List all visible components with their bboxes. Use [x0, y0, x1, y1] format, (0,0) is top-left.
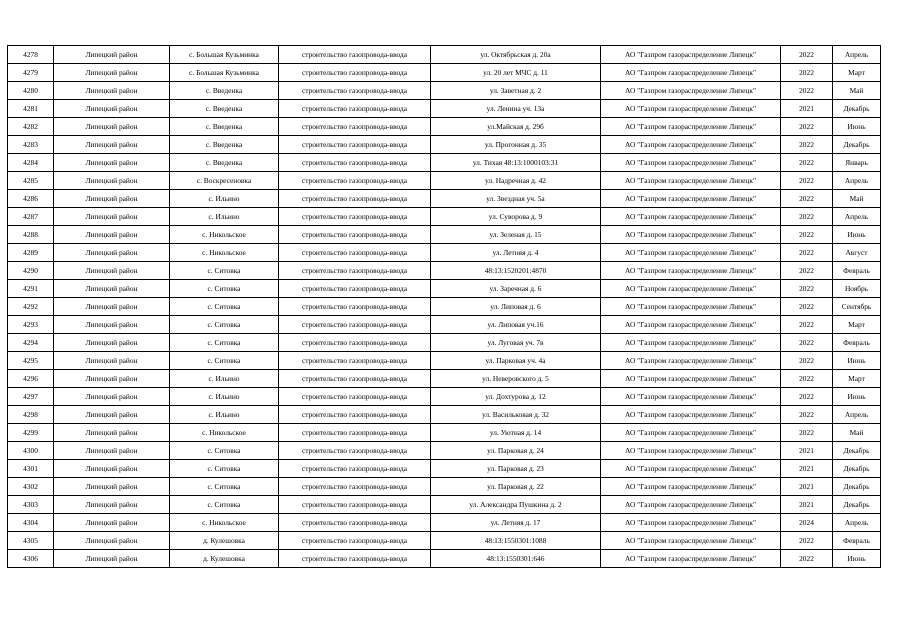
address-cell: 48:13:1550301:646	[431, 550, 601, 568]
table-row	[8, 550, 881, 568]
settlement-cell: с. Ильино	[170, 190, 279, 208]
gas-connection-table	[7, 45, 881, 568]
table-row	[8, 352, 881, 370]
address-cell: ул. Парковая д. 22	[431, 478, 601, 496]
district-cell: Липецкий район	[54, 442, 170, 460]
table-row	[8, 442, 881, 460]
settlement-cell: с. Введенка	[170, 136, 279, 154]
address-cell: ул. Летняя д. 17	[431, 514, 601, 532]
address-cell: 48:13:1550301:1088	[431, 532, 601, 550]
address-cell: ул.Майская д. 29б	[431, 118, 601, 136]
district-cell: Липецкий район	[54, 100, 170, 118]
table-row	[8, 172, 881, 190]
organization-cell: АО "Газпром газораспределение Липецк"	[601, 64, 781, 82]
settlement-cell: с. Ильино	[170, 370, 279, 388]
row-number-cell: 4287	[8, 208, 54, 226]
table-row	[8, 100, 881, 118]
year-cell: 2022	[781, 262, 833, 280]
organization-cell: АО "Газпром газораспределение Липецк"	[601, 514, 781, 532]
work-type-cell: строительство газопровода-ввода	[279, 442, 431, 460]
district-cell: Липецкий район	[54, 334, 170, 352]
address-cell: ул. Неверовского д. 5	[431, 370, 601, 388]
district-cell: Липецкий район	[54, 424, 170, 442]
work-type-cell: строительство газопровода-ввода	[279, 280, 431, 298]
year-cell: 2022	[781, 424, 833, 442]
work-type-cell: строительство газопровода-ввода	[279, 136, 431, 154]
address-cell: ул. Суворова д. 9	[431, 208, 601, 226]
organization-cell: АО "Газпром газораспределение Липецк"	[601, 118, 781, 136]
organization-cell: АО "Газпром газораспределение Липецк"	[601, 226, 781, 244]
year-cell: 2022	[781, 172, 833, 190]
year-cell: 2022	[781, 64, 833, 82]
address-cell: ул. Надречная д. 42	[431, 172, 601, 190]
settlement-cell: д. Кулешовка	[170, 532, 279, 550]
table-row	[8, 154, 881, 172]
district-cell: Липецкий район	[54, 154, 170, 172]
address-cell: ул. Уютная д. 14	[431, 424, 601, 442]
settlement-cell: с. Никольское	[170, 424, 279, 442]
table-row	[8, 298, 881, 316]
work-type-cell: строительство газопровода-ввода	[279, 388, 431, 406]
row-number-cell: 4304	[8, 514, 54, 532]
organization-cell: АО "Газпром газораспределение Липецк"	[601, 172, 781, 190]
organization-cell: АО "Газпром газораспределение Липецк"	[601, 442, 781, 460]
address-cell: ул. Липовая д. 6	[431, 298, 601, 316]
year-cell: 2022	[781, 550, 833, 568]
settlement-cell: с. Ситовка	[170, 316, 279, 334]
settlement-cell: с. Ситовка	[170, 478, 279, 496]
month-cell: Декабрь	[833, 442, 881, 460]
settlement-cell: с. Ситовка	[170, 460, 279, 478]
settlement-cell: с. Ситовка	[170, 262, 279, 280]
settlement-cell: с. Ильино	[170, 406, 279, 424]
month-cell: Декабрь	[833, 478, 881, 496]
row-number-cell: 4301	[8, 460, 54, 478]
district-cell: Липецкий район	[54, 514, 170, 532]
work-type-cell: строительство газопровода-ввода	[279, 496, 431, 514]
settlement-cell: с. Большая Кузьминка	[170, 46, 279, 64]
address-cell: ул. Парковая д. 24	[431, 442, 601, 460]
year-cell: 2022	[781, 298, 833, 316]
year-cell: 2022	[781, 46, 833, 64]
district-cell: Липецкий район	[54, 496, 170, 514]
month-cell: Декабрь	[833, 460, 881, 478]
work-type-cell: строительство газопровода-ввода	[279, 532, 431, 550]
organization-cell: АО "Газпром газораспределение Липецк"	[601, 496, 781, 514]
row-number-cell: 4283	[8, 136, 54, 154]
table-row	[8, 226, 881, 244]
settlement-cell: с. Большая Кузьминка	[170, 64, 279, 82]
work-type-cell: строительство газопровода-ввода	[279, 298, 431, 316]
district-cell: Липецкий район	[54, 298, 170, 316]
row-number-cell: 4298	[8, 406, 54, 424]
year-cell: 2021	[781, 100, 833, 118]
district-cell: Липецкий район	[54, 64, 170, 82]
work-type-cell: строительство газопровода-ввода	[279, 244, 431, 262]
month-cell: Декабрь	[833, 496, 881, 514]
year-cell: 2021	[781, 442, 833, 460]
year-cell: 2022	[781, 244, 833, 262]
table-row	[8, 496, 881, 514]
work-type-cell: строительство газопровода-ввода	[279, 64, 431, 82]
work-type-cell: строительство газопровода-ввода	[279, 370, 431, 388]
year-cell: 2024	[781, 514, 833, 532]
row-number-cell: 4279	[8, 64, 54, 82]
month-cell: Март	[833, 316, 881, 334]
year-cell: 2022	[781, 136, 833, 154]
work-type-cell: строительство газопровода-ввода	[279, 334, 431, 352]
table-row	[8, 262, 881, 280]
district-cell: Липецкий район	[54, 190, 170, 208]
work-type-cell: строительство газопровода-ввода	[279, 118, 431, 136]
address-cell: ул. Тихая 48:13:1000103:31	[431, 154, 601, 172]
organization-cell: АО "Газпром газораспределение Липецк"	[601, 190, 781, 208]
year-cell: 2021	[781, 478, 833, 496]
work-type-cell: строительство газопровода-ввода	[279, 208, 431, 226]
row-number-cell: 4299	[8, 424, 54, 442]
table-row	[8, 514, 881, 532]
district-cell: Липецкий район	[54, 82, 170, 100]
organization-cell: АО "Газпром газораспределение Липецк"	[601, 244, 781, 262]
row-number-cell: 4306	[8, 550, 54, 568]
year-cell: 2022	[781, 316, 833, 334]
table-row	[8, 478, 881, 496]
month-cell: Январь	[833, 154, 881, 172]
year-cell: 2022	[781, 388, 833, 406]
organization-cell: АО "Газпром газораспределение Липецк"	[601, 100, 781, 118]
year-cell: 2022	[781, 118, 833, 136]
organization-cell: АО "Газпром газораспределение Липецк"	[601, 82, 781, 100]
organization-cell: АО "Газпром газораспределение Липецк"	[601, 208, 781, 226]
year-cell: 2022	[781, 226, 833, 244]
work-type-cell: строительство газопровода-ввода	[279, 514, 431, 532]
table-row	[8, 532, 881, 550]
settlement-cell: с. Ситовка	[170, 298, 279, 316]
district-cell: Липецкий район	[54, 136, 170, 154]
work-type-cell: строительство газопровода-ввода	[279, 262, 431, 280]
month-cell: Декабрь	[833, 100, 881, 118]
district-cell: Липецкий район	[54, 352, 170, 370]
row-number-cell: 4281	[8, 100, 54, 118]
row-number-cell: 4305	[8, 532, 54, 550]
address-cell: ул. Звездная уч. 5а	[431, 190, 601, 208]
table-row	[8, 64, 881, 82]
address-cell: 48:13:1520201:4870	[431, 262, 601, 280]
settlement-cell: с. Никольское	[170, 514, 279, 532]
year-cell: 2021	[781, 496, 833, 514]
month-cell: Февраль	[833, 262, 881, 280]
work-type-cell: строительство газопровода-ввода	[279, 226, 431, 244]
month-cell: Декабрь	[833, 136, 881, 154]
district-cell: Липецкий район	[54, 406, 170, 424]
address-cell: ул. Ленина уч. 13а	[431, 100, 601, 118]
address-cell: ул. Летняя д. 4	[431, 244, 601, 262]
month-cell: Июнь	[833, 226, 881, 244]
address-cell: ул. Октябрьская д. 20а	[431, 46, 601, 64]
work-type-cell: строительство газопровода-ввода	[279, 406, 431, 424]
organization-cell: АО "Газпром газораспределение Липецк"	[601, 298, 781, 316]
year-cell: 2022	[781, 208, 833, 226]
month-cell: Апрель	[833, 406, 881, 424]
row-number-cell: 4302	[8, 478, 54, 496]
table-row	[8, 424, 881, 442]
organization-cell: АО "Газпром газораспределение Липецк"	[601, 262, 781, 280]
year-cell: 2021	[781, 460, 833, 478]
table-body	[8, 46, 881, 568]
table-row	[8, 46, 881, 64]
organization-cell: АО "Газпром газораспределение Липецк"	[601, 370, 781, 388]
organization-cell: АО "Газпром газораспределение Липецк"	[601, 460, 781, 478]
work-type-cell: строительство газопровода-ввода	[279, 424, 431, 442]
table-row	[8, 316, 881, 334]
month-cell: Апрель	[833, 208, 881, 226]
organization-cell: АО "Газпром газораспределение Липецк"	[601, 154, 781, 172]
district-cell: Липецкий район	[54, 550, 170, 568]
table-row	[8, 460, 881, 478]
address-cell: ул. Прогонная д. 35	[431, 136, 601, 154]
month-cell: Апрель	[833, 514, 881, 532]
table-row	[8, 244, 881, 262]
table-row	[8, 190, 881, 208]
month-cell: Ноябрь	[833, 280, 881, 298]
address-cell: ул. Александра Пушкина д. 2	[431, 496, 601, 514]
district-cell: Липецкий район	[54, 46, 170, 64]
table-row	[8, 208, 881, 226]
table-row	[8, 136, 881, 154]
month-cell: Май	[833, 424, 881, 442]
district-cell: Липецкий район	[54, 172, 170, 190]
row-number-cell: 4286	[8, 190, 54, 208]
organization-cell: АО "Газпром газораспределение Липецк"	[601, 46, 781, 64]
district-cell: Липецкий район	[54, 244, 170, 262]
work-type-cell: строительство газопровода-ввода	[279, 352, 431, 370]
work-type-cell: строительство газопровода-ввода	[279, 46, 431, 64]
address-cell: ул. Заречная д. 6	[431, 280, 601, 298]
organization-cell: АО "Газпром газораспределение Липецк"	[601, 550, 781, 568]
settlement-cell: с. Ильино	[170, 388, 279, 406]
row-number-cell: 4292	[8, 298, 54, 316]
district-cell: Липецкий район	[54, 262, 170, 280]
work-type-cell: строительство газопровода-ввода	[279, 550, 431, 568]
address-cell: ул. Зеленая д. 15	[431, 226, 601, 244]
row-number-cell: 4303	[8, 496, 54, 514]
settlement-cell: с. Ситовка	[170, 334, 279, 352]
table-row	[8, 388, 881, 406]
settlement-cell: с. Введенка	[170, 82, 279, 100]
row-number-cell: 4297	[8, 388, 54, 406]
work-type-cell: строительство газопровода-ввода	[279, 154, 431, 172]
row-number-cell: 4284	[8, 154, 54, 172]
organization-cell: АО "Газпром газораспределение Липецк"	[601, 478, 781, 496]
month-cell: Февраль	[833, 334, 881, 352]
settlement-cell: с. Ильино	[170, 208, 279, 226]
year-cell: 2022	[781, 352, 833, 370]
address-cell: ул. Липовая уч.16	[431, 316, 601, 334]
organization-cell: АО "Газпром газораспределение Липецк"	[601, 352, 781, 370]
district-cell: Липецкий район	[54, 388, 170, 406]
work-type-cell: строительство газопровода-ввода	[279, 460, 431, 478]
district-cell: Липецкий район	[54, 370, 170, 388]
year-cell: 2022	[781, 82, 833, 100]
organization-cell: АО "Газпром газораспределение Липецк"	[601, 136, 781, 154]
month-cell: Август	[833, 244, 881, 262]
year-cell: 2022	[781, 280, 833, 298]
year-cell: 2022	[781, 406, 833, 424]
row-number-cell: 4296	[8, 370, 54, 388]
row-number-cell: 4291	[8, 280, 54, 298]
month-cell: Май	[833, 82, 881, 100]
row-number-cell: 4295	[8, 352, 54, 370]
settlement-cell: с. Никольское	[170, 244, 279, 262]
month-cell: Март	[833, 64, 881, 82]
settlement-cell: с. Ситовка	[170, 280, 279, 298]
work-type-cell: строительство газопровода-ввода	[279, 100, 431, 118]
address-cell: ул. Васильковая д. 32	[431, 406, 601, 424]
year-cell: 2022	[781, 532, 833, 550]
row-number-cell: 4300	[8, 442, 54, 460]
month-cell: Апрель	[833, 172, 881, 190]
district-cell: Липецкий район	[54, 460, 170, 478]
address-cell: ул. Парковая д. 23	[431, 460, 601, 478]
organization-cell: АО "Газпром газораспределение Липецк"	[601, 334, 781, 352]
month-cell: Май	[833, 190, 881, 208]
table-row	[8, 280, 881, 298]
settlement-cell: с. Введенка	[170, 118, 279, 136]
year-cell: 2022	[781, 154, 833, 172]
table-row	[8, 334, 881, 352]
organization-cell: АО "Газпром газораспределение Липецк"	[601, 406, 781, 424]
table-row	[8, 406, 881, 424]
work-type-cell: строительство газопровода-ввода	[279, 190, 431, 208]
address-cell: ул. Парковая уч. 4а	[431, 352, 601, 370]
settlement-cell: с. Ситовка	[170, 496, 279, 514]
row-number-cell: 4285	[8, 172, 54, 190]
table-row	[8, 82, 881, 100]
organization-cell: АО "Газпром газораспределение Липецк"	[601, 532, 781, 550]
district-cell: Липецкий район	[54, 532, 170, 550]
row-number-cell: 4288	[8, 226, 54, 244]
settlement-cell: д. Кулешовка	[170, 550, 279, 568]
work-type-cell: строительство газопровода-ввода	[279, 82, 431, 100]
row-number-cell: 4294	[8, 334, 54, 352]
district-cell: Липецкий район	[54, 226, 170, 244]
district-cell: Липецкий район	[54, 316, 170, 334]
organization-cell: АО "Газпром газораспределение Липецк"	[601, 316, 781, 334]
year-cell: 2022	[781, 370, 833, 388]
district-cell: Липецкий район	[54, 478, 170, 496]
year-cell: 2022	[781, 334, 833, 352]
settlement-cell: с. Ситовка	[170, 442, 279, 460]
month-cell: Февраль	[833, 532, 881, 550]
month-cell: Июнь	[833, 550, 881, 568]
organization-cell: АО "Газпром газораспределение Липецк"	[601, 424, 781, 442]
month-cell: Июнь	[833, 352, 881, 370]
settlement-cell: с. Введенка	[170, 100, 279, 118]
organization-cell: АО "Газпром газораспределение Липецк"	[601, 280, 781, 298]
address-cell: ул. Луговая уч. 7в	[431, 334, 601, 352]
organization-cell: АО "Газпром газораспределение Липецк"	[601, 388, 781, 406]
settlement-cell: с. Воскресеновка	[170, 172, 279, 190]
settlement-cell: с. Введенка	[170, 154, 279, 172]
month-cell: Сентябрь	[833, 298, 881, 316]
district-cell: Липецкий район	[54, 280, 170, 298]
address-cell: ул. 20 лет МЧС д. 11	[431, 64, 601, 82]
row-number-cell: 4282	[8, 118, 54, 136]
row-number-cell: 4289	[8, 244, 54, 262]
month-cell: Апрель	[833, 46, 881, 64]
work-type-cell: строительство газопровода-ввода	[279, 172, 431, 190]
settlement-cell: с. Ситовка	[170, 352, 279, 370]
month-cell: Июнь	[833, 388, 881, 406]
work-type-cell: строительство газопровода-ввода	[279, 478, 431, 496]
month-cell: Март	[833, 370, 881, 388]
settlement-cell: с. Никольское	[170, 226, 279, 244]
row-number-cell: 4278	[8, 46, 54, 64]
table-row	[8, 118, 881, 136]
district-cell: Липецкий район	[54, 208, 170, 226]
row-number-cell: 4290	[8, 262, 54, 280]
row-number-cell: 4293	[8, 316, 54, 334]
row-number-cell: 4280	[8, 82, 54, 100]
address-cell: ул. Заветная д. 2	[431, 82, 601, 100]
district-cell: Липецкий район	[54, 118, 170, 136]
work-type-cell: строительство газопровода-ввода	[279, 316, 431, 334]
address-cell: ул. Дохтурова д. 12	[431, 388, 601, 406]
table-row	[8, 370, 881, 388]
month-cell: Июнь	[833, 118, 881, 136]
year-cell: 2022	[781, 190, 833, 208]
